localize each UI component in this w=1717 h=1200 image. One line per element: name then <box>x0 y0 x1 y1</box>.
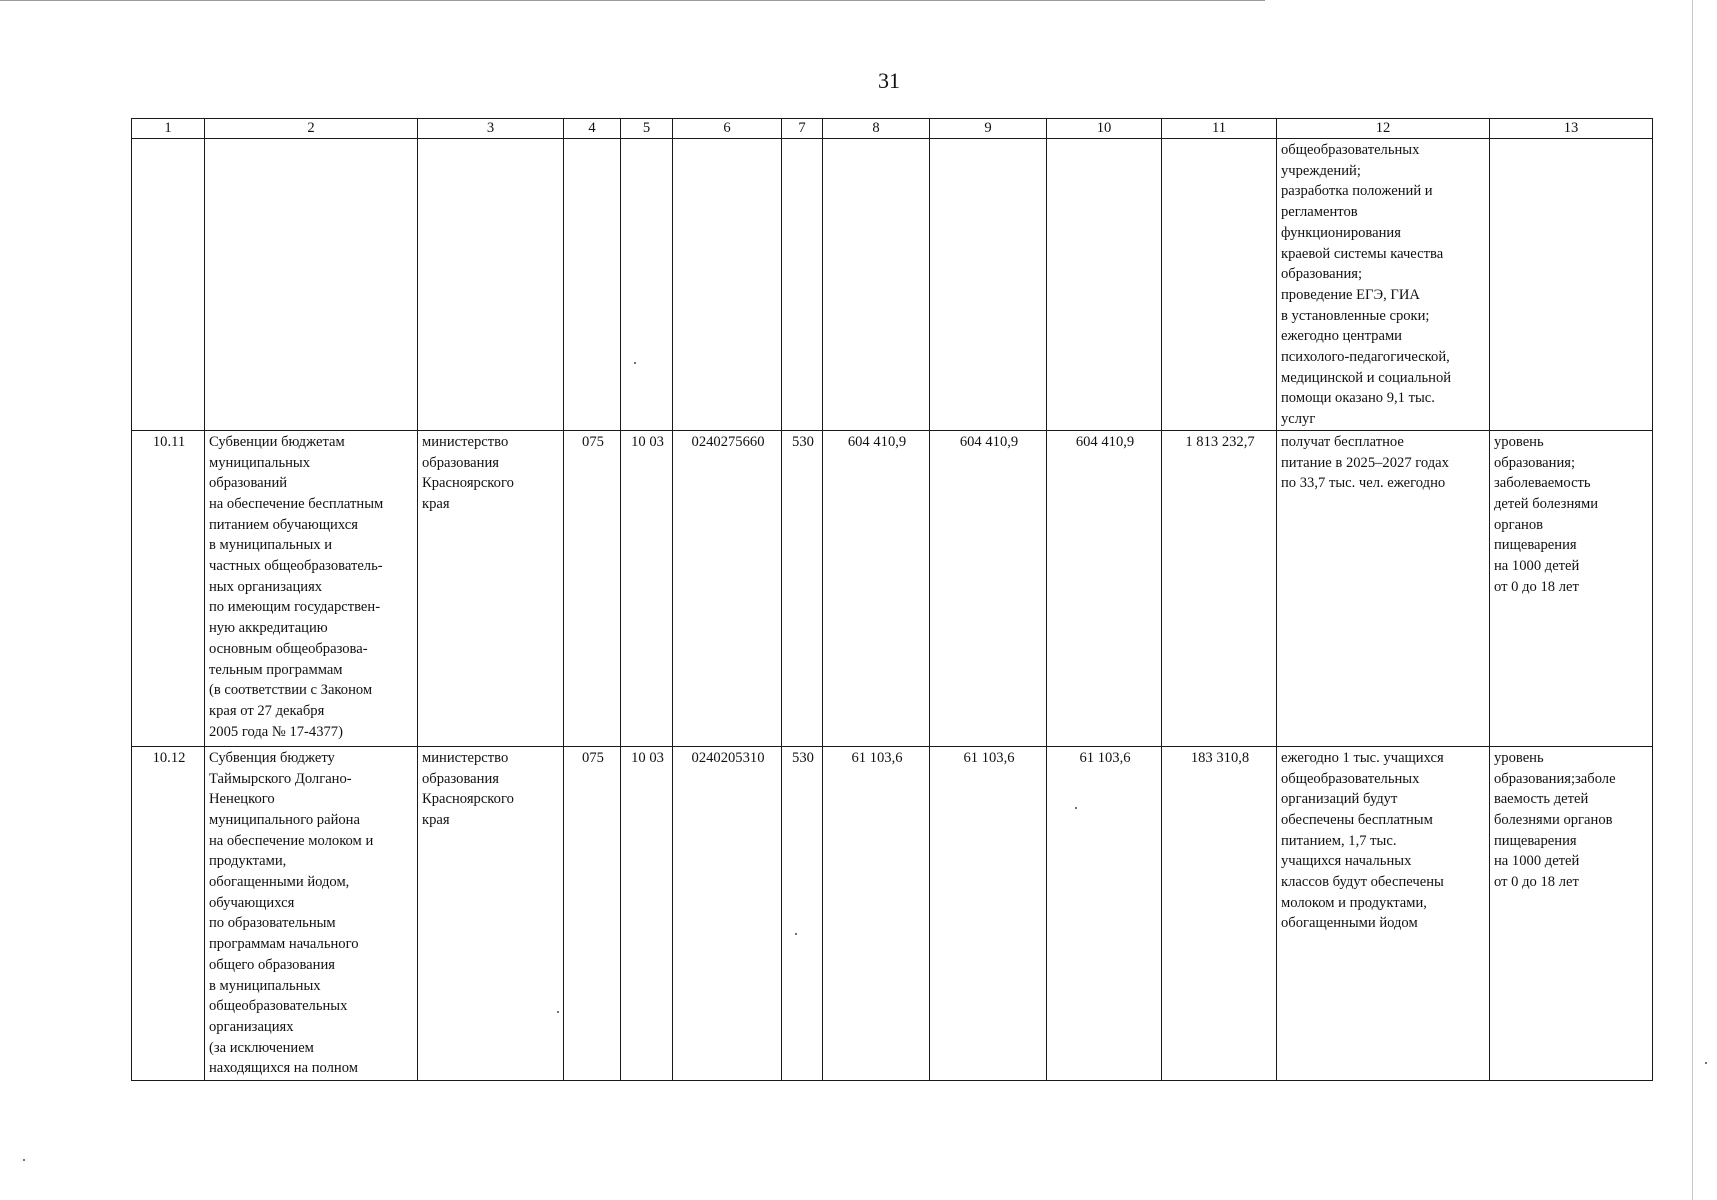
scan-edge-top <box>0 0 1265 1</box>
amount-total: 1 813 232,7 <box>1162 430 1277 746</box>
row-number: 10.12 <box>132 746 205 1080</box>
table-cell <box>205 139 418 431</box>
scan-speck <box>557 1011 559 1013</box>
col-header-11: 11 <box>1162 119 1277 139</box>
responsible-executor: министерство образования Красноярского края <box>418 430 564 746</box>
col-header-13: 13 <box>1490 119 1653 139</box>
page-number: 31 <box>878 68 900 93</box>
col-header-9: 9 <box>930 119 1047 139</box>
col-header-4: 4 <box>564 119 621 139</box>
table-cell <box>823 139 930 431</box>
continuation-results-text: общеобразовательных учреждений; разработка положений и регламентов функционирования краевой системы качества образования; проведение ЕГЭ, ГИА в установленные сроки; ежегодно центрами психолого-педагогической, медицинской и социальной помощи оказано 9,1 тыс. услуг <box>1277 139 1490 431</box>
col-header-12: 12 <box>1277 119 1490 139</box>
amount-year-3: 61 103,6 <box>1047 746 1162 1080</box>
measure-name: Субвенции бюджетам муниципальных образований на обеспечение бесплатным питанием обучающихся в муниципальных и частных общеобразователь- ных организациях по имеющим государствен- ную аккредитацию основным общеобразова- тельным программам (в соответствии с Законом края от 27 декабря 2005 года № 17-4377) <box>205 430 418 746</box>
scan-edge-right <box>1692 0 1693 1200</box>
table-cell <box>673 139 782 431</box>
table-cell <box>1490 139 1653 431</box>
scan-speck <box>795 933 797 935</box>
table-cell <box>930 139 1047 431</box>
col-header-1: 1 <box>132 119 205 139</box>
col-header-2: 2 <box>205 119 418 139</box>
csr-code: 0240275660 <box>673 430 782 746</box>
expected-result: ежегодно 1 тыс. учащихся общеобразовательных организаций будут обеспечены бесплатным питанием, 1,7 тыс. учащихся начальных классов будут обеспечены молоком и продуктами, обогащенными йодом <box>1277 746 1490 1080</box>
indicator: уровень образования; заболеваемость детей болезнями органов пищеварения на 1000 детей от 0 до 18 лет <box>1490 430 1653 746</box>
table-cell <box>564 139 621 431</box>
amount-year-3: 604 410,9 <box>1047 430 1162 746</box>
table-cell <box>621 139 673 431</box>
expected-result: получат бесплатное питание в 2025–2027 годах по 33,7 тыс. чел. ежегодно <box>1277 430 1490 746</box>
budget-table <box>131 118 1653 1081</box>
scan-speck <box>1705 1062 1707 1064</box>
table-cell <box>418 139 564 431</box>
responsible-executor: министерство образования Красноярского края <box>418 746 564 1080</box>
row-number: 10.11 <box>132 430 205 746</box>
table-row <box>132 746 1653 1080</box>
amount-year-2: 604 410,9 <box>930 430 1047 746</box>
vr-code: 530 <box>782 430 823 746</box>
col-header-5: 5 <box>621 119 673 139</box>
col-header-7: 7 <box>782 119 823 139</box>
table-cell <box>1162 139 1277 431</box>
table-cell <box>132 139 205 431</box>
scan-speck <box>23 1159 25 1161</box>
vr-code: 530 <box>782 746 823 1080</box>
col-header-8: 8 <box>823 119 930 139</box>
header-row <box>132 119 1653 139</box>
rzpr-code: 10 03 <box>621 746 673 1080</box>
measure-name: Субвенция бюджету Таймырского Долгано- Ненецкого муниципального района на обеспечение молоком и продуктами, обогащенными йодом, обучающихся по образовательным программам начального общего образования в муниципальных общеобразовательных организациях (за исключением находящихся на полном <box>205 746 418 1080</box>
continuation-row <box>132 139 1653 431</box>
col-header-3: 3 <box>418 119 564 139</box>
amount-year-1: 604 410,9 <box>823 430 930 746</box>
rzpr-code: 10 03 <box>621 430 673 746</box>
table-cell <box>1047 139 1162 431</box>
table-row <box>132 430 1653 746</box>
scan-speck <box>1075 807 1077 809</box>
col-header-10: 10 <box>1047 119 1162 139</box>
amount-total: 183 310,8 <box>1162 746 1277 1080</box>
col-header-6: 6 <box>673 119 782 139</box>
amount-year-2: 61 103,6 <box>930 746 1047 1080</box>
amount-year-1: 61 103,6 <box>823 746 930 1080</box>
indicator: уровень образования;заболе ваемость детей болезнями органов пищеварения на 1000 детей от 0 до 18 лет <box>1490 746 1653 1080</box>
table-cell <box>782 139 823 431</box>
grbs-code: 075 <box>564 430 621 746</box>
scan-speck <box>634 362 636 364</box>
grbs-code: 075 <box>564 746 621 1080</box>
csr-code: 0240205310 <box>673 746 782 1080</box>
